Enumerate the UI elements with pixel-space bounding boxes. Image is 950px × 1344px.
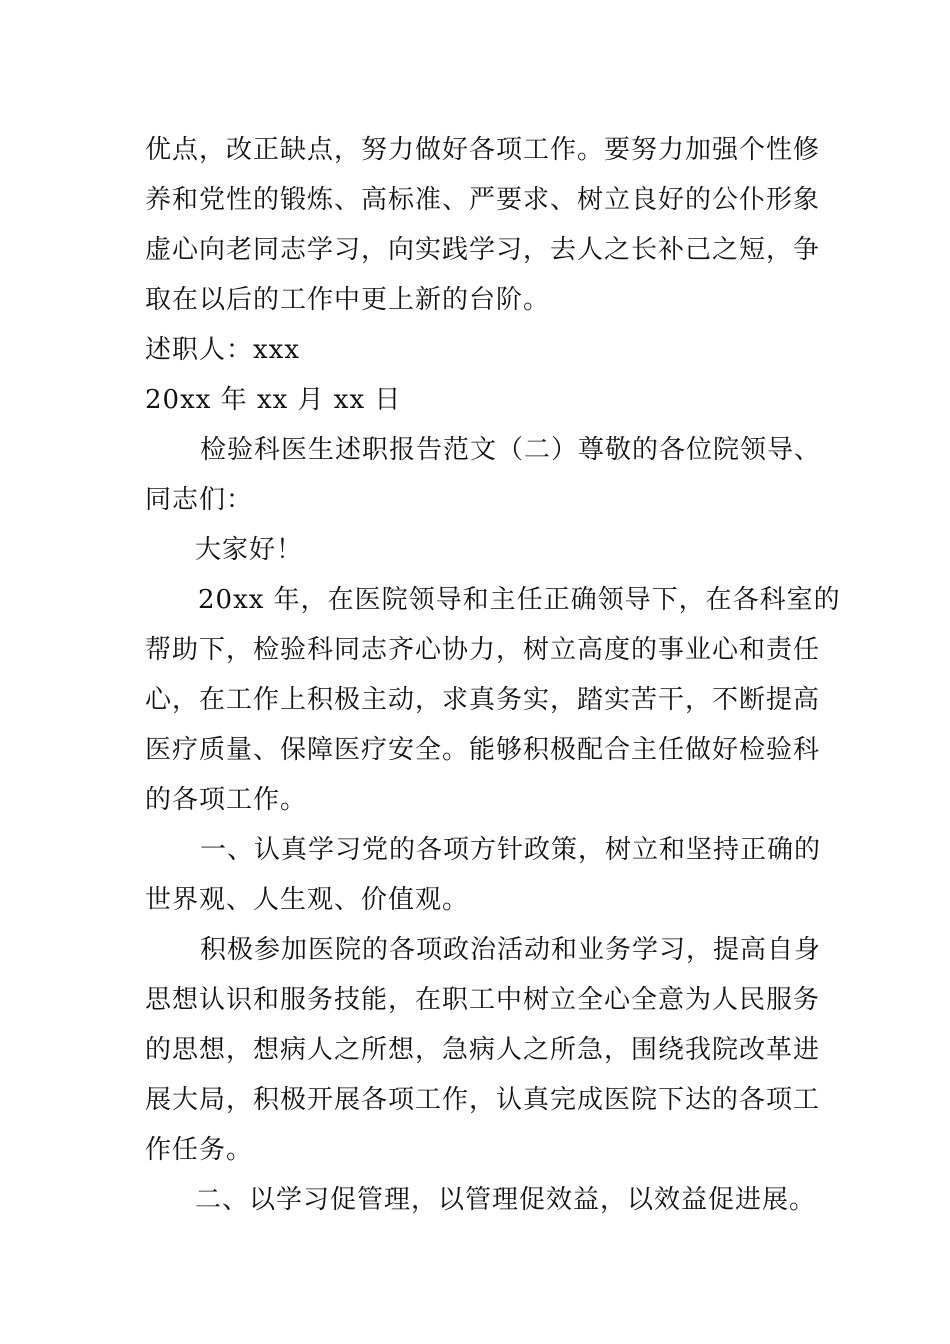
paragraph-line: 积极参加医院的各项政治活动和业务学习，提高自身	[200, 935, 822, 965]
paragraph-line: 虚心向老同志学习，向实践学习，去人之长补己之短，争	[145, 235, 821, 265]
paragraph-line: 取在以后的工作中更上新的台阶。	[145, 285, 551, 315]
paragraph-line: 思想认识和服务技能，在职工中树立全心全意为人民服务	[145, 985, 821, 1015]
paragraph-line: 的各项工作。	[145, 785, 308, 815]
signatory-line: 述职人：xxx	[145, 335, 300, 365]
section-heading: 二、以学习促管理，以管理促效益，以效益促进展。	[195, 1185, 817, 1215]
paragraph-line: 展大局，积极开展各项工作，认真完成医院下达的各项工	[145, 1085, 821, 1115]
paragraph-line: 的思想，想病人之所想，急病人之所急，围绕我院改革进	[145, 1035, 821, 1065]
paragraph-line: 心，在工作上积极主动，求真务实，踏实苦干，不断提高	[145, 685, 821, 715]
paragraph-line: 世界观、人生观、价值观。	[145, 885, 470, 915]
paragraph-line: 养和党性的锻炼、高标准、严要求、树立良好的公仆形象	[145, 185, 821, 215]
date-line: 20xx 年 xx 月 xx 日	[145, 385, 402, 415]
paragraph-line: 20xx 年，在医院领导和主任正确领导下，在各科室的	[198, 585, 841, 615]
paragraph-line: 作任务。	[145, 1135, 254, 1165]
section-heading: 检验科医生述职报告范文（二）尊敬的各位院领导、	[200, 435, 822, 465]
paragraph-line: 医疗质量、保障医疗安全。能够积极配合主任做好检验科	[145, 735, 821, 765]
section-heading: 一、认真学习党的各项方针政策，树立和坚持正确的	[200, 835, 822, 865]
greeting: 大家好！	[195, 535, 304, 565]
section-heading-continued: 同志们：	[145, 485, 254, 515]
paragraph-line: 优点，改正缺点，努力做好各项工作。要努力加强个性修	[145, 135, 821, 165]
paragraph-line: 帮助下，检验科同志齐心协力，树立高度的事业心和责任	[145, 635, 821, 665]
